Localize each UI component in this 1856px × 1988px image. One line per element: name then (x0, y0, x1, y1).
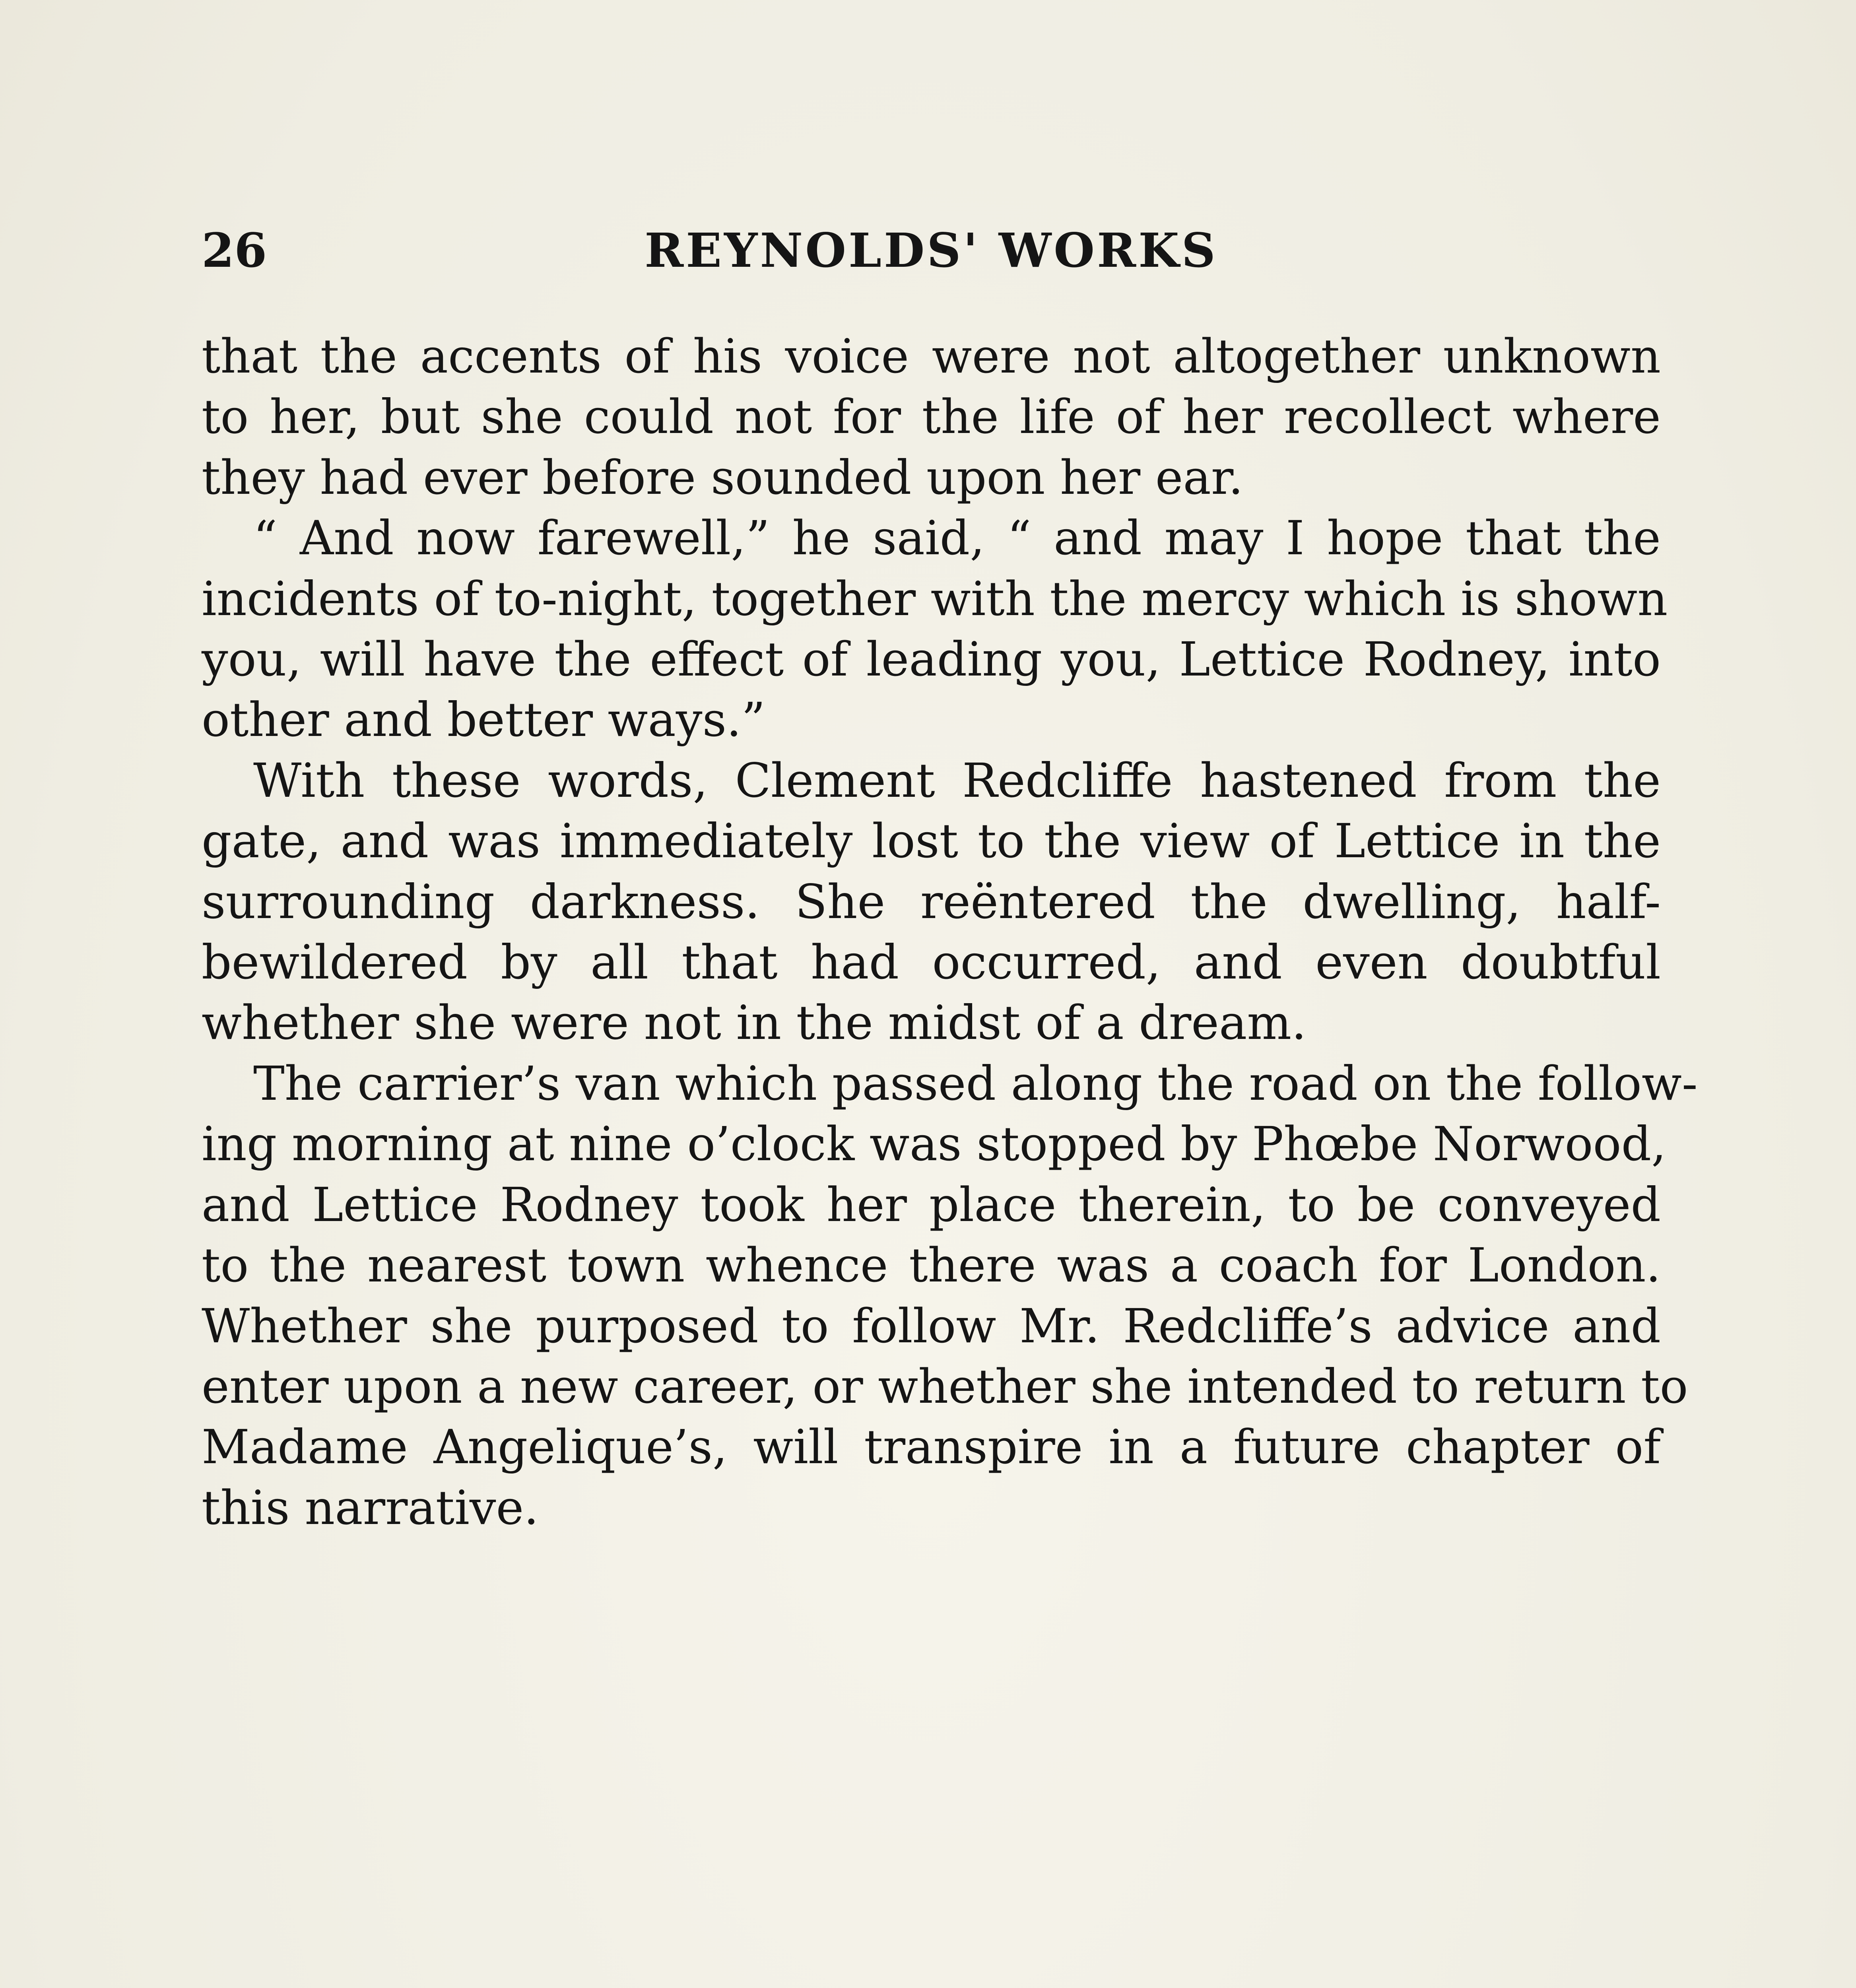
paragraph (202, 1053, 1698, 1538)
text-line: enter upon a new career, or whether she intended to return to (202, 1359, 1688, 1414)
running-head (202, 217, 1661, 284)
text-line: to the nearest town whence there was a coach for London. (202, 1238, 1661, 1293)
text-line: they had ever before sounded upon her ear. (202, 450, 1243, 505)
text-line: this narrative. (202, 1480, 539, 1535)
text-line: gate, and was immediately lost to the view of Lettice in the (202, 813, 1661, 869)
text-line: you, will have the effect of leading you, Lettice Rodney, into (202, 632, 1661, 687)
text-line: that the accents of his voice were not altogether unknown (202, 329, 1661, 384)
body-text (202, 326, 1698, 1538)
page-number: 26 (202, 223, 267, 278)
paragraph (202, 750, 1661, 1053)
text-line: “ And now farewell,” he said, “ and may I hope that the (253, 511, 1661, 566)
text-line: With these words, Clement Redcliffe hastened from the (253, 753, 1661, 808)
text-line: surrounding darkness. She reëntered the dwelling, half- (202, 874, 1661, 929)
text-line: and Lettice Rodney took her place therein, to be conveyed (202, 1177, 1661, 1232)
text-line: to her, but she could not for the life of her recollect where (202, 389, 1661, 445)
text-line: Madame Angelique’s, will transpire in a future chapter of (202, 1419, 1661, 1475)
text-line: incidents of to-night, together with the mercy which is shown (202, 571, 1668, 626)
text-line: Whether she purposed to follow Mr. Redcliffe’s advice and (202, 1298, 1661, 1353)
paragraph (202, 508, 1668, 750)
text-line: other and better ways.” (202, 692, 765, 747)
text-line: The carrier’s van which passed along the road on the follow- (253, 1056, 1698, 1111)
paragraph (202, 326, 1661, 508)
text-line: ing morning at nine o’clock was stopped by Phœbe Norwood, (202, 1116, 1666, 1172)
text-line: whether she were not in the midst of a dream. (202, 995, 1307, 1050)
running-title: REYNOLDS' WORKS (645, 223, 1218, 278)
text-line: bewildered by all that had occurred, and even doubtful (202, 935, 1661, 990)
